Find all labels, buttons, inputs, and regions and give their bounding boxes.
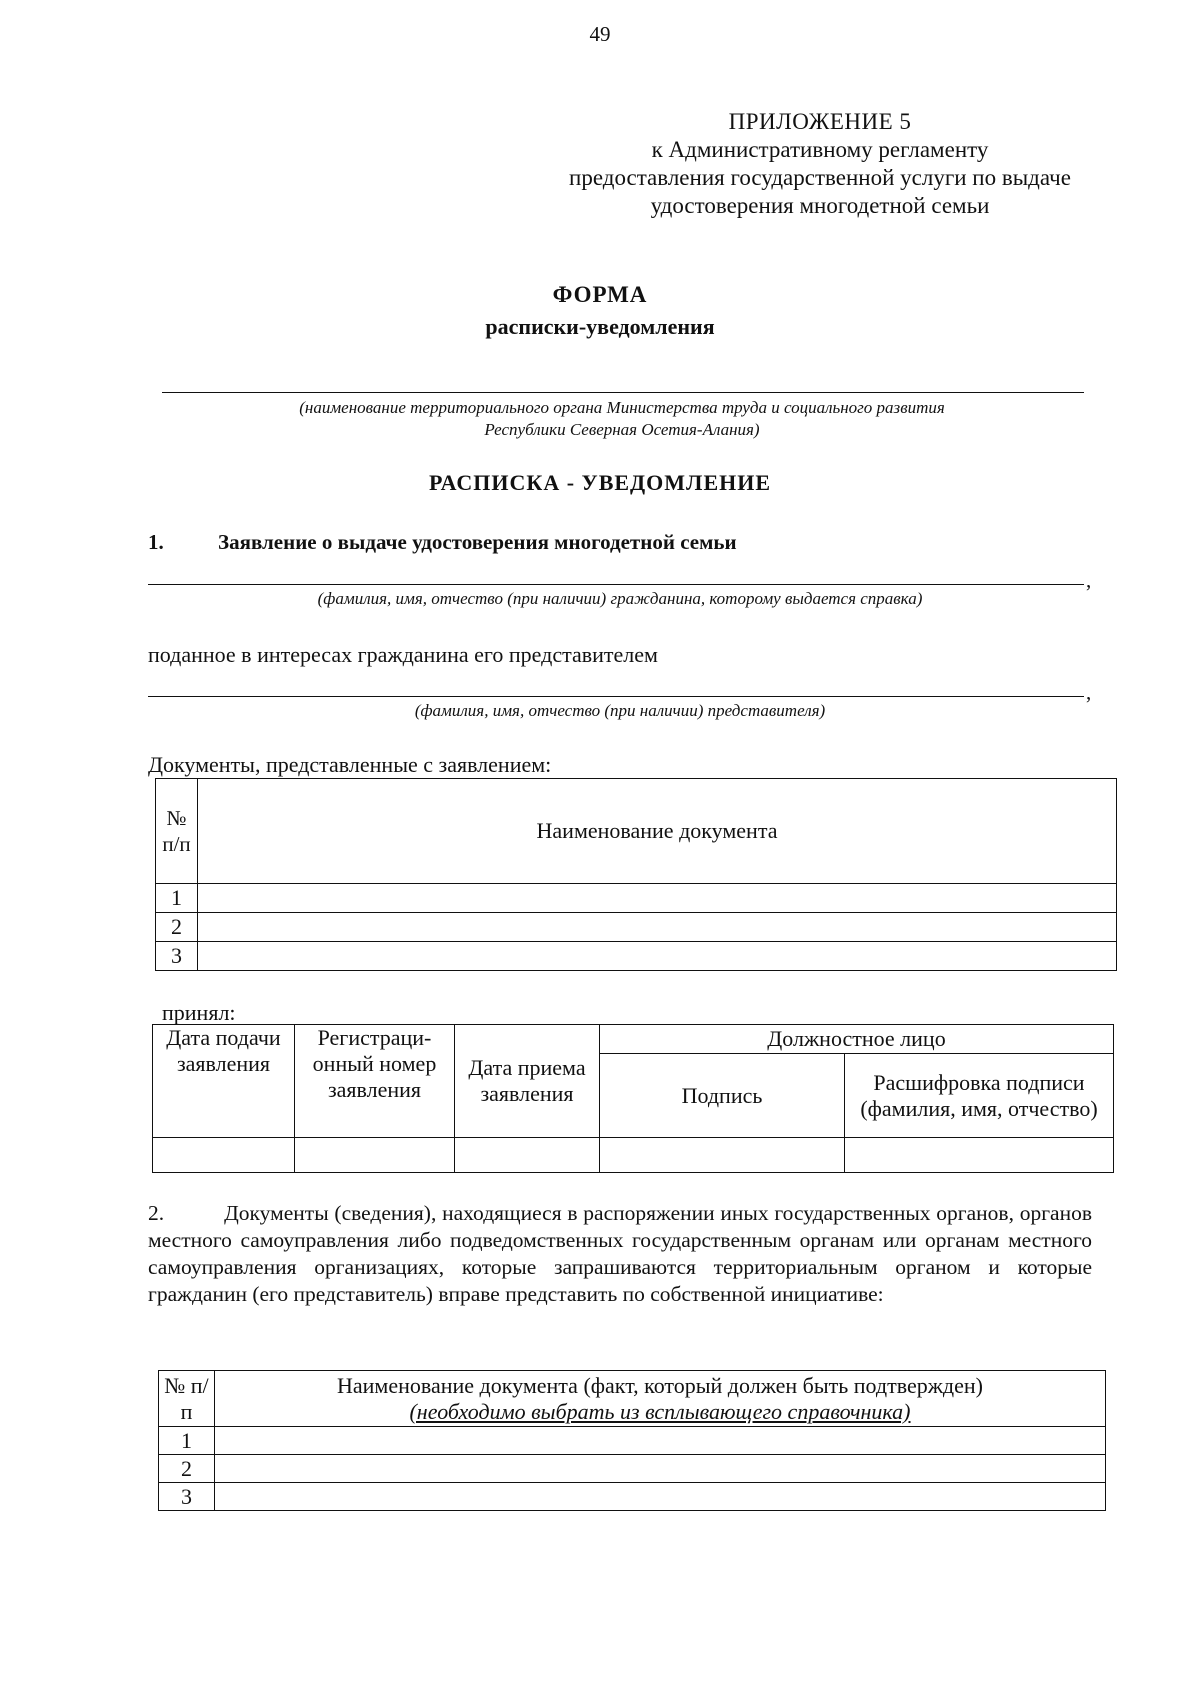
appendix-header xyxy=(540,108,1100,220)
appendix-title: ПРИЛОЖЕНИЕ 5 xyxy=(728,109,912,134)
col-official: Должностное лицо xyxy=(600,1025,1114,1054)
section-2-table-header xyxy=(159,1371,1106,1427)
page-number: 49 xyxy=(589,22,611,46)
document-name-cell[interactable] xyxy=(198,913,1117,942)
table-row xyxy=(153,1138,1114,1173)
table-row xyxy=(159,1483,1106,1511)
organ-name-line[interactable] xyxy=(162,392,1084,393)
appendix-line-1: к Административному регламенту xyxy=(651,137,989,162)
document-name-cell[interactable] xyxy=(198,942,1117,971)
representative-name-line[interactable] xyxy=(148,696,1084,697)
citizen-note: (фамилия, имя, отчество (при наличии) гражданина, которому выдается справка) xyxy=(317,589,923,608)
section-2-col-name: Наименование документа (факт, который должен быть подтвержден) xyxy=(337,1372,983,1398)
col-date-submit: Дата подачи заявления xyxy=(153,1025,295,1138)
row-number: 2 xyxy=(159,1455,215,1483)
documents-table xyxy=(155,778,1117,971)
documents-table-header xyxy=(156,779,1117,884)
organ-note-line-2: Республики Северная Осетия-Алания) xyxy=(484,420,760,439)
representative-note: (фамилия, имя, отчество (при наличии) представителя) xyxy=(414,701,826,720)
section-2-col-name-cell xyxy=(215,1371,1106,1427)
section-2-col-name-note: (необходимо выбрать из всплывающего справочника) xyxy=(409,1398,911,1424)
table-row xyxy=(156,884,1117,913)
acceptance-table-header-1 xyxy=(153,1025,1114,1054)
documents-col-num: № п/п xyxy=(156,779,198,884)
section-2-number: 2. xyxy=(148,1201,165,1225)
table-row xyxy=(156,913,1117,942)
signature-cell[interactable] xyxy=(600,1138,845,1173)
row-number: 3 xyxy=(156,942,198,971)
date-submit-cell[interactable] xyxy=(153,1138,295,1173)
col-signature-decode: Расшифровка подписи (фамилия, имя, отчество) xyxy=(845,1054,1114,1138)
citizen-name-line[interactable] xyxy=(148,584,1084,585)
section-2-col-num: № п/п xyxy=(159,1371,215,1427)
signature-decode-cell[interactable] xyxy=(845,1138,1114,1173)
section-2-text: Документы (сведения), находящиеся в распоряжении иных государственных органов, органов местного самоуправления либо подведомственных государственным органам или органам местного самоуправления организациях, которые запрашиваются территориальным органом и которые гражданин (его представитель) вправе представить по собственной инициативе: xyxy=(148,1201,1092,1306)
row-number: 3 xyxy=(159,1483,215,1511)
documents-col-name: Наименование документа xyxy=(198,779,1117,884)
col-reg-number: Регистраци-онный номер заявления xyxy=(295,1025,455,1138)
form-subtitle: расписки-уведомления xyxy=(485,314,715,339)
row-number: 2 xyxy=(156,913,198,942)
accepted-label: принял: xyxy=(162,1000,236,1025)
acceptance-table xyxy=(152,1024,1114,1173)
table-row xyxy=(159,1455,1106,1483)
table-row xyxy=(159,1427,1106,1455)
docs-label: Документы, представленные с заявлением: xyxy=(148,752,552,777)
section-2-table xyxy=(158,1370,1106,1511)
form-title: ФОРМА xyxy=(552,282,648,307)
section-1-number: 1. xyxy=(148,530,164,554)
col-signature: Подпись xyxy=(600,1054,845,1138)
document-name-cell[interactable] xyxy=(215,1483,1106,1511)
citizen-line-comma: , xyxy=(1086,568,1092,592)
table-row xyxy=(156,942,1117,971)
reg-number-cell[interactable] xyxy=(295,1138,455,1173)
row-number: 1 xyxy=(159,1427,215,1455)
appendix-line-2: предоставления государственной услуги по выдаче xyxy=(569,165,1071,190)
document-name-cell[interactable] xyxy=(198,884,1117,913)
representative-text: поданное в интересах гражданина его представителем xyxy=(148,642,658,667)
date-accept-cell[interactable] xyxy=(455,1138,600,1173)
organ-note-line-1: (наименование территориального органа Министерства труда и социального развития xyxy=(299,398,945,417)
section-2-paragraph xyxy=(148,1200,1092,1308)
receipt-title: РАСПИСКА - УВЕДОМЛЕНИЕ xyxy=(428,470,772,495)
document-name-cell[interactable] xyxy=(215,1455,1106,1483)
representative-line-comma: , xyxy=(1086,680,1092,704)
section-1-heading: Заявление о выдаче удостоверения многодетной семьи xyxy=(218,530,737,554)
row-number: 1 xyxy=(156,884,198,913)
appendix-line-3: удостоверения многодетной семьи xyxy=(650,193,990,218)
col-date-accept: Дата приема заявления xyxy=(455,1025,600,1138)
document-name-cell[interactable] xyxy=(215,1427,1106,1455)
organ-note xyxy=(150,397,1094,441)
